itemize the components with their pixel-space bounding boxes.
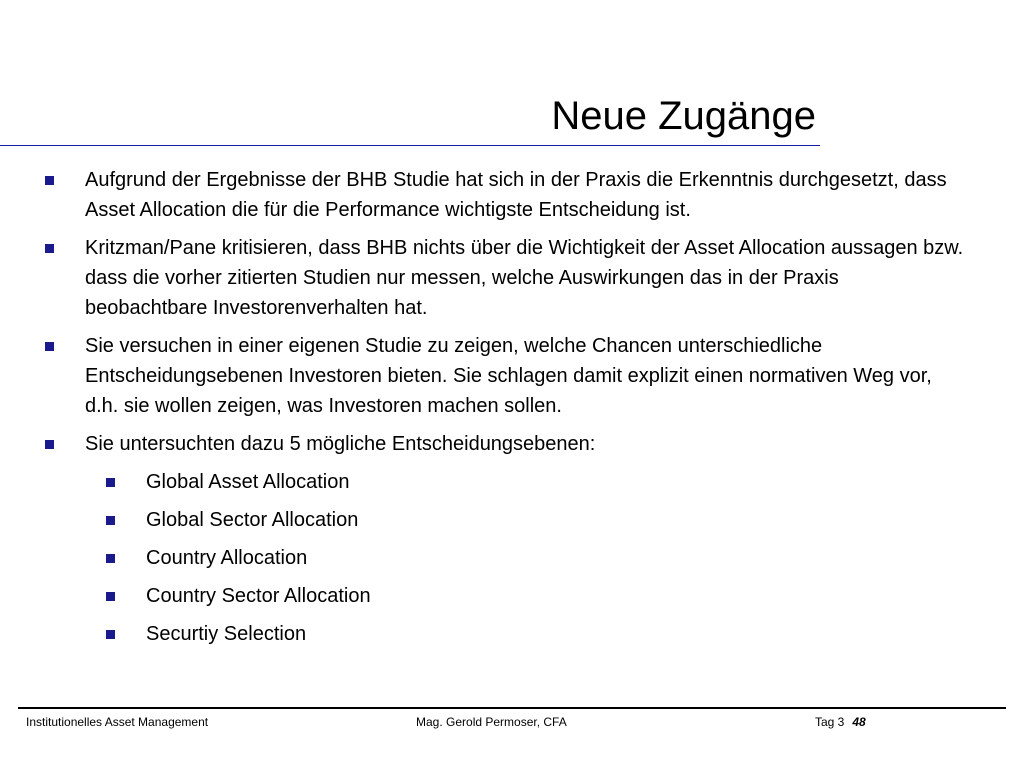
bullet-text: Sie untersuchten dazu 5 mögliche Entscheidungsebenen: — [85, 433, 596, 455]
sub-bullet-item — [45, 619, 965, 649]
square-bullet-icon — [45, 176, 54, 185]
square-bullet-icon — [45, 244, 54, 253]
footer-page-info — [815, 714, 866, 730]
square-bullet-icon — [106, 630, 115, 639]
sub-bullet-text: Country Allocation — [146, 547, 308, 569]
square-bullet-icon — [106, 554, 115, 563]
slide-title: Neue Zugänge — [551, 94, 816, 138]
square-bullet-icon — [106, 478, 115, 487]
bullet-item — [45, 233, 965, 323]
square-bullet-icon — [45, 440, 54, 449]
sub-bullet-text: Securtiy Selection — [146, 623, 307, 645]
bullet-item — [45, 165, 965, 225]
footer-rule — [18, 707, 1006, 709]
title-underline — [0, 145, 820, 146]
footer-author: Mag. Gerold Permoser, CFA — [416, 715, 567, 729]
slide-content — [45, 165, 965, 657]
sub-bullet-item — [45, 543, 965, 573]
bullet-text: Kritzman/Pane kritisieren, dass BHB nichts über die Wichtigkeit der Asset Allocation aussagen bzw. dass die vorher zitierten Studien nur messen, welche Auswirkungen das in der Praxis beobachtbare Investorenverhalten hat. — [85, 237, 964, 319]
footer-course: Institutionelles Asset Management — [26, 715, 209, 729]
sub-bullet-item — [45, 581, 965, 611]
sub-bullet-item — [45, 505, 965, 535]
bullet-item — [45, 331, 965, 421]
page-number: 48 — [852, 715, 866, 729]
bullet-text: Sie versuchen in einer eigenen Studie zu zeigen, welche Chancen unterschiedliche Entscheidungsebenen Investoren bieten. Sie schlagen damit explizit einen normativen Weg vor, d.h. sie wollen zeigen, was Investoren machen sollen. — [85, 335, 932, 417]
bullet-text: Aufgrund der Ergebnisse der BHB Studie hat sich in der Praxis die Erkenntnis durchgesetzt, dass Asset Allocation die für die Performance wichtigste Entscheidung ist. — [85, 169, 947, 221]
square-bullet-icon — [106, 592, 115, 601]
sub-bullet-text: Global Sector Allocation — [146, 509, 359, 531]
sub-bullet-item — [45, 467, 965, 497]
square-bullet-icon — [45, 342, 54, 351]
bullet-item — [45, 429, 965, 459]
sub-bullet-text: Country Sector Allocation — [146, 585, 371, 607]
square-bullet-icon — [106, 516, 115, 525]
footer-day: Tag 3 — [815, 715, 845, 729]
sub-bullet-text: Global Asset Allocation — [146, 471, 350, 493]
